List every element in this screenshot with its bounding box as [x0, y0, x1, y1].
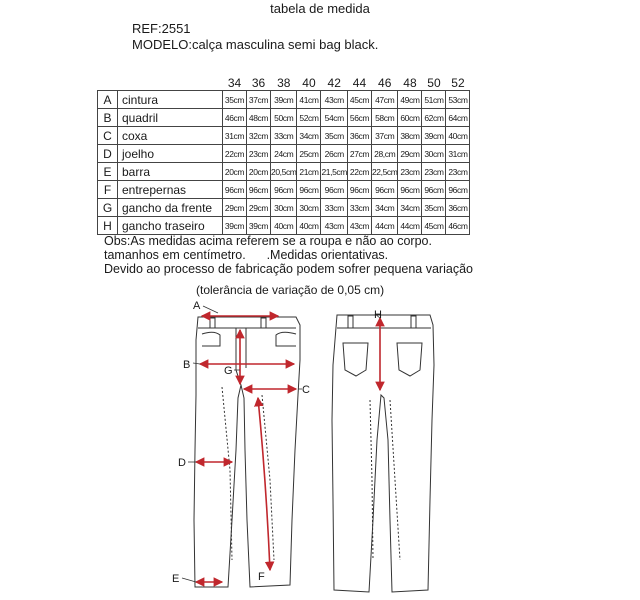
measurement-cell: 23cm: [422, 163, 446, 181]
measurement-cell: 47cm: [371, 91, 397, 109]
measurement-cell: 20,5cm: [271, 163, 297, 181]
size-header: 44: [352, 76, 367, 90]
measurement-cell: 60cm: [398, 109, 422, 127]
measurement-cell: 33cm: [321, 199, 347, 217]
measurement-cell: 96cm: [371, 181, 397, 199]
measurement-cell: 41cm: [297, 91, 321, 109]
measurement-cell: 24cm: [271, 145, 297, 163]
measurement-cell: 96cm: [223, 181, 247, 199]
row-letter: A: [98, 91, 118, 109]
measurement-cell: 23cm: [398, 163, 422, 181]
measurement-cell: 35cm: [223, 91, 247, 109]
measurement-cell: 20cm: [247, 163, 271, 181]
measurement-cell: 96cm: [422, 181, 446, 199]
size-header: 38: [277, 76, 291, 90]
measurement-cell: 96cm: [398, 181, 422, 199]
size-header: 46: [378, 76, 392, 90]
tolerance-note: (tolerância de variação de 0,05 cm): [196, 283, 385, 297]
row-letter: H: [98, 217, 118, 235]
size-header: 34: [227, 76, 242, 90]
measurement-cell: 30cm: [297, 199, 321, 217]
measurement-cell: 43cm: [321, 217, 347, 235]
measurement-cell: 39cm: [247, 217, 271, 235]
measurement-cell: 29cm: [247, 199, 271, 217]
measurement-cell: 37cm: [247, 91, 271, 109]
measurement-arrows: [196, 316, 380, 582]
pants-back-outline: [332, 315, 434, 592]
page-title: tabela de medida: [270, 1, 370, 16]
measurement-cell: 53cm: [446, 91, 470, 109]
model-description: MODELO:calça masculina semi bag black.: [132, 37, 379, 52]
measurement-cell: 20cm: [223, 163, 247, 181]
measurement-cell: 39cm: [223, 217, 247, 235]
label-f: F: [258, 571, 265, 583]
measurement-cell: 21cm: [297, 163, 321, 181]
measurement-cell: 62cm: [422, 109, 446, 127]
measurement-cell: 39cm: [422, 127, 446, 145]
measurement-cell: 52cm: [297, 109, 321, 127]
measurement-cell: 33cm: [347, 199, 371, 217]
row-letter: E: [98, 163, 118, 181]
measurement-cell: 96cm: [247, 181, 271, 199]
row-letter: D: [98, 145, 118, 163]
measurement-cell: 39cm: [271, 91, 297, 109]
size-header: 48: [403, 76, 417, 90]
size-header: 36: [251, 76, 266, 90]
arrow-f-inseam: [258, 398, 270, 570]
measurement-cell: 58cm: [371, 109, 397, 127]
measurement-cell: 30cm: [271, 199, 297, 217]
measurement-cell: 40cm: [271, 217, 297, 235]
label-h: H: [374, 309, 382, 321]
measurement-cell: 40cm: [446, 127, 470, 145]
row-letter: B: [98, 109, 118, 127]
row-label: gancho traseiro: [118, 217, 223, 235]
measurement-cell: 27cm: [347, 145, 371, 163]
measurement-cell: 64cm: [446, 109, 470, 127]
measurement-cell: 45cm: [347, 91, 371, 109]
measurement-cell: 56cm: [347, 109, 371, 127]
measurement-cell: 38cm: [398, 127, 422, 145]
measurement-cell: 29cm: [398, 145, 422, 163]
measurement-cell: 37cm: [371, 127, 397, 145]
row-letter: G: [98, 199, 118, 217]
reference-code: REF:2551: [132, 21, 191, 36]
measurement-cell: 35cm: [321, 127, 347, 145]
label-d: D: [178, 457, 186, 469]
label-c: C: [302, 384, 310, 396]
measurement-cell: 30cm: [422, 145, 446, 163]
measurement-cell: 45cm: [422, 217, 446, 235]
measurement-cell: 96cm: [321, 181, 347, 199]
row-letter: F: [98, 181, 118, 199]
measurement-cell: 96cm: [446, 181, 470, 199]
measurement-cell: 25cm: [297, 145, 321, 163]
size-header: 40: [302, 76, 316, 90]
obs-line: tamanhos em centímetro. .Medidas orientativas.: [104, 248, 389, 262]
measurement-cell: 34cm: [398, 199, 422, 217]
row-label: gancho da frente: [118, 199, 223, 217]
measurement-cell: 50cm: [271, 109, 297, 127]
measurement-cell: 96cm: [347, 181, 371, 199]
measurement-cell: 40cm: [297, 217, 321, 235]
measurement-cell: 28,cm: [371, 145, 397, 163]
measurement-cell: 22,5cm: [371, 163, 397, 181]
size-header: 52: [451, 76, 465, 90]
row-label: cintura: [118, 91, 223, 109]
row-label: coxa: [118, 127, 223, 145]
measurement-cell: 26cm: [321, 145, 347, 163]
measurement-cell: 23cm: [446, 163, 470, 181]
measurement-cell: 46cm: [223, 109, 247, 127]
leader-lines: [182, 306, 380, 582]
measurement-cell: 23cm: [247, 145, 271, 163]
measurement-cell: 36cm: [347, 127, 371, 145]
pants-front-outline: [194, 317, 300, 587]
measurement-cell: 22cm: [347, 163, 371, 181]
measurement-cell: 43cm: [347, 217, 371, 235]
measurement-cell: 44cm: [371, 217, 397, 235]
measurement-cell: 49cm: [398, 91, 422, 109]
measurement-cell: 29cm: [223, 199, 247, 217]
size-header: 50: [427, 76, 441, 90]
size-header: 42: [327, 76, 341, 90]
measurement-cell: 22cm: [223, 145, 247, 163]
row-letter: C: [98, 127, 118, 145]
obs-line: Devido ao processo de fabricação podem sofrer pequena variação: [104, 262, 473, 276]
row-label: joelho: [118, 145, 223, 163]
measurement-cell: 48cm: [247, 109, 271, 127]
row-label: quadril: [118, 109, 223, 127]
measurement-cell: 34cm: [297, 127, 321, 145]
label-g: G: [224, 365, 233, 377]
measurement-cell: 36cm: [446, 199, 470, 217]
measurement-cell: 51cm: [422, 91, 446, 109]
row-label: barra: [118, 163, 223, 181]
obs-line: Obs:As medidas acima referem se a roupa e não ao corpo.: [104, 234, 432, 248]
measurement-cell: 32cm: [247, 127, 271, 145]
row-label: entrepernas: [118, 181, 223, 199]
measurement-cell: 34cm: [371, 199, 397, 217]
measurement-cell: 96cm: [297, 181, 321, 199]
measurement-cell: 54cm: [321, 109, 347, 127]
measurement-cell: 96cm: [271, 181, 297, 199]
measurement-cell: 44cm: [398, 217, 422, 235]
label-b: B: [183, 359, 191, 371]
measurement-cell: 21,5cm: [321, 163, 347, 181]
measurement-cell: 46cm: [446, 217, 470, 235]
measurement-cell: 31cm: [223, 127, 247, 145]
label-a: A: [193, 300, 201, 312]
measurement-cell: 35cm: [422, 199, 446, 217]
measurement-cell: 31cm: [446, 145, 470, 163]
measurement-cell: 33cm: [271, 127, 297, 145]
measurement-cell: 43cm: [321, 91, 347, 109]
label-e: E: [172, 573, 180, 585]
